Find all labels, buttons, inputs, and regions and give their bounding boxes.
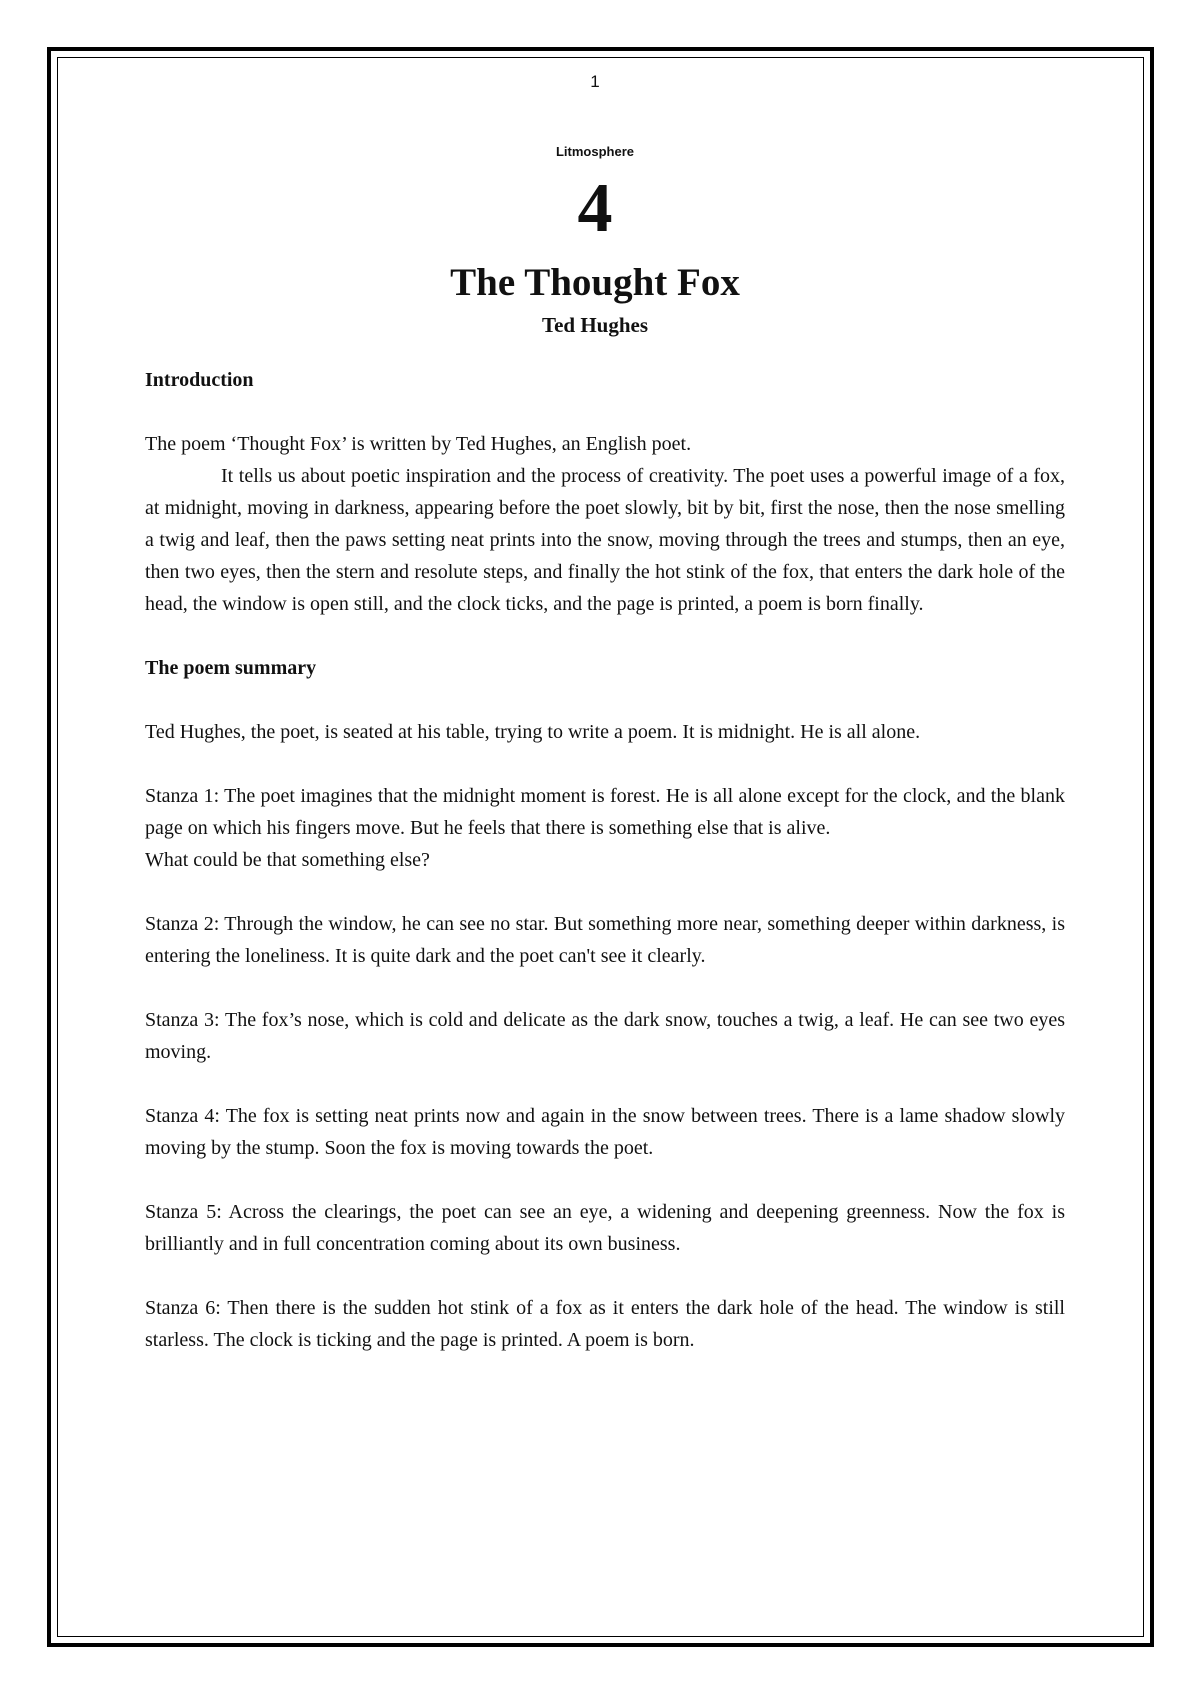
page-content — [145, 70, 1065, 1356]
poem-title: The Thought Fox — [450, 261, 740, 304]
stanza-3-summary: Stanza 3: The fox’s nose, which is cold and delicate as the dark snow, touches a twig, a leaf. He can see two eyes moving. — [145, 1009, 1065, 1063]
series-title: Litmosphere — [555, 144, 634, 159]
chapter-number: 4 — [577, 170, 613, 247]
introduction-heading: Introduction — [145, 369, 254, 391]
summary-heading: The poem summary — [145, 657, 317, 679]
stanza-5-summary: Stanza 5: Across the clearings, the poet can see an eye, a widening and deepening greenness. Now the fox is brilliantly and in full concentration coming about its own business. — [145, 1201, 1065, 1255]
stanza-4-summary: Stanza 4: The fox is setting neat prints now and again in the snow between trees. There is a lame shadow slowly moving by the stump. Soon the fox is moving towards the poet. — [145, 1105, 1065, 1159]
introduction-paragraph: It tells us about poetic inspiration and the process of creativity. The poet uses a powerful image of a fox, at midnight, moving in darkness, appearing before the poet slowly, bit by bit, first the nose, then the nose smelling a twig and leaf, then the paws setting neat prints into the snow, moving through the trees and stumps, then an eye, then two eyes, then the stern and resolute steps, and finally the hot stink of the fox, that enters the dark hole of the head, the window is open still, and the clock ticks, and the page is printed, a poem is born finally. — [145, 465, 1065, 615]
stanza-6-summary: Stanza 6: Then there is the sudden hot stink of a fox as it enters the dark hole of the head. The window is still starless. The clock is ticking and the page is printed. A poem is born. — [145, 1297, 1065, 1351]
summary-intro: Ted Hughes, the poet, is seated at his table, trying to write a poem. It is midnight. He is all alone. — [145, 721, 921, 743]
stanza-2-summary: Stanza 2: Through the window, he can see no star. But something more near, something deeper within darkness, is entering the loneliness. It is quite dark and the poet can't see it clearly. — [145, 913, 1065, 967]
page-number: 1 — [590, 72, 600, 91]
stanza-1-summary: Stanza 1: The poet imagines that the midnight moment is forest. He is all alone except for the clock, and the blank page on which his fingers move. But he feels that there is something else that is alive. — [145, 785, 1065, 839]
poem-author: Ted Hughes — [541, 313, 648, 337]
introduction-first-line: The poem ‘Thought Fox’ is written by Ted Hughes, an English poet. — [145, 433, 692, 455]
stanza-1-question: What could be that something else? — [145, 849, 430, 871]
